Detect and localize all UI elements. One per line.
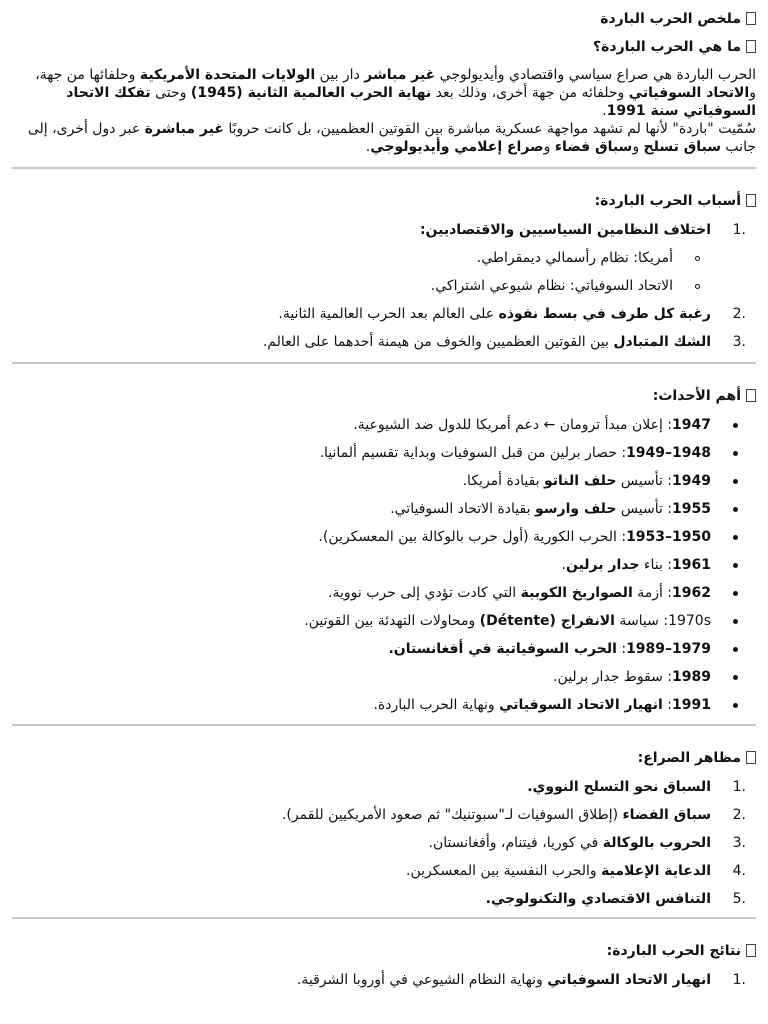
text: و: [632, 139, 644, 155]
event-text: [463, 473, 711, 489]
text: : أزمة: [632, 585, 673, 601]
list-item-text: [278, 306, 711, 322]
bullet-icon: [733, 535, 738, 540]
causes-sub-item-1: [12, 244, 756, 272]
missing-glyph-icon: [746, 751, 756, 764]
summary-title: [600, 10, 756, 28]
aspects-heading: [638, 749, 756, 767]
text: وحلفائه من جهة أخرى، وذلك بعد: [431, 85, 629, 101]
event-text: [353, 417, 711, 433]
circle-bullet-icon: [695, 284, 700, 289]
text: :: [662, 697, 673, 713]
event-item: [12, 411, 756, 439]
bullet-icon: [733, 591, 738, 596]
question-heading: [593, 38, 756, 56]
text: دار بين: [315, 67, 365, 83]
bold-text: اختلاف النظامين السياسيين والاقتصاديين:: [419, 222, 711, 238]
text: : سياسة: [614, 613, 669, 629]
circle-bullet-icon: [695, 256, 700, 261]
bold-text: 1989: [672, 669, 711, 685]
text: :: [616, 641, 627, 657]
causes-sub-item-2: [12, 272, 756, 300]
result-item: [12, 966, 756, 994]
bold-text: حلف وارسو: [534, 501, 617, 517]
aspects-list: [12, 773, 756, 913]
aspect-item: [12, 773, 756, 801]
list-number: 2.: [732, 306, 746, 322]
event-item: [12, 691, 756, 719]
intro: [12, 66, 756, 156]
aspect-item: [12, 857, 756, 885]
aspect-item: [12, 801, 756, 829]
text: ونهاية الحرب الباردة.: [373, 697, 500, 713]
text: ونهاية النظام الشيوعي في أوروبا الشرقية.: [296, 972, 548, 988]
divider: [12, 917, 756, 919]
event-text: [388, 641, 711, 657]
causes-item-3: [12, 328, 756, 356]
text: والحرب النفسية بين المعسكرين.: [406, 863, 602, 879]
results-list: [12, 966, 756, 994]
text: .: [602, 103, 607, 119]
list-item-text: [282, 807, 711, 823]
list-number: 1.: [732, 779, 746, 795]
missing-glyph-icon: [746, 12, 756, 25]
causes-sub-item-text: الاتحاد السوفياتي: نظام شيوعي اشتراكي.: [430, 278, 673, 294]
bold-text: الحرب السوفياتية في أفغانستان.: [388, 641, 617, 657]
missing-glyph-icon: [746, 944, 756, 957]
bold-text: نهاية الحرب العالمية الثانية (1945): [190, 85, 432, 101]
text: .: [365, 139, 371, 155]
bullet-icon: [733, 423, 738, 428]
text: : تأسيس: [616, 473, 673, 489]
list-number: 3.: [732, 835, 746, 851]
event-item: [12, 523, 756, 551]
list-number: 1.: [732, 222, 746, 238]
text: التي كادت تؤدي إلى حرب نووية.: [328, 585, 521, 601]
bullet-icon: [733, 619, 738, 624]
list-item-text: [406, 863, 711, 879]
event-text: [318, 529, 711, 545]
list-number: 4.: [732, 863, 746, 879]
bold-text: انهيار الاتحاد السوفياتي: [547, 972, 711, 988]
bold-text: رغبة كل طرف في بسط نفوذه: [498, 306, 711, 322]
bullet-icon: [733, 675, 738, 680]
bold-text: التنافس الاقتصادي والتكنولوجي.: [485, 891, 711, 907]
bullet-icon: [733, 479, 738, 484]
events-list: [12, 411, 756, 719]
list-item-text: [297, 972, 711, 988]
bold-text: الصواريخ الكوبية: [520, 585, 633, 601]
summary-title-text: ملخص الحرب الباردة: [600, 11, 741, 27]
bold-text: السباق نحو التسلح النووي.: [527, 779, 711, 795]
causes-heading-text: أسباب الحرب الباردة:: [594, 193, 741, 209]
list-item-text: [420, 222, 711, 238]
bold-text: سباق فضاء: [554, 139, 633, 155]
text: 1970s: [668, 613, 711, 629]
bold-text: الولايات المتحدة الأمريكية: [139, 67, 316, 83]
results-heading: [607, 942, 756, 960]
causes-list: [12, 216, 756, 356]
events-heading: [653, 387, 756, 405]
bold-text: غير مباشرة: [144, 121, 224, 137]
bold-text: 1961: [672, 557, 711, 573]
divider: [12, 724, 756, 726]
bold-text: سباق تسلح: [643, 139, 721, 155]
text: بين القوتين العظميين والخوف من هيمنة أحدهما على العالم.: [262, 334, 614, 350]
event-item: [12, 663, 756, 691]
missing-glyph-icon: [746, 194, 756, 207]
text: : إعلان مبدأ ترومان ← دعم أمريكا للدول ضد الشيوعية.: [353, 417, 673, 433]
bold-text: الحروب بالوكالة: [602, 835, 711, 851]
causes-item-1: [12, 216, 756, 244]
missing-glyph-icon: [746, 40, 756, 53]
text: : الحرب الكورية (أول حرب بالوكالة بين المعسكرين).: [318, 529, 627, 545]
results-heading-text: نتائج الحرب الباردة:: [606, 943, 741, 959]
text: : تأسيس: [616, 501, 673, 517]
text: : بناء: [639, 557, 673, 573]
text: : حصار برلين من قبل السوفيات وبداية تقسيم ألمانيا.: [319, 445, 627, 461]
list-number: 3.: [732, 334, 746, 350]
text: و: [543, 139, 555, 155]
bold-text: الدعاية الإعلامية: [601, 863, 711, 879]
event-text: [320, 445, 711, 461]
question-heading-text: ما هي الحرب الباردة؟: [593, 39, 741, 55]
bullet-icon: [733, 647, 738, 652]
bold-text: 1950–1953: [626, 529, 711, 545]
list-item-text: [429, 835, 712, 851]
list-number: 5.: [732, 891, 746, 907]
bold-text: 1962: [672, 585, 711, 601]
event-item: [12, 467, 756, 495]
missing-glyph-icon: [746, 389, 756, 402]
event-text: [562, 557, 711, 573]
bold-text: 1947: [672, 417, 711, 433]
text: .: [561, 557, 566, 573]
text: وحتى: [150, 85, 191, 101]
text: بقيادة أمريكا.: [462, 473, 545, 489]
event-item: [12, 635, 756, 663]
bullet-icon: [733, 563, 738, 568]
list-item-text: [263, 334, 711, 350]
text: وحلفائها من جهة، و: [35, 67, 756, 101]
aspect-item: [12, 885, 756, 913]
bold-text: جدار برلين: [565, 557, 640, 573]
event-text: [373, 697, 711, 713]
causes-item-2: [12, 300, 756, 328]
intro-paragraph-2: [12, 120, 756, 156]
event-item: [12, 551, 756, 579]
text: عبر دول أخرى، إلى جانب: [27, 121, 756, 155]
text: في كوريا، فيتنام، وأفغانستان.: [428, 835, 603, 851]
event-text: [390, 501, 711, 517]
text: (إطلاق السوفيات لـ"سبوتنيك" ثم صعود الأمريكيين للقمر).: [281, 807, 623, 823]
bold-text: سباق الفضاء: [622, 807, 711, 823]
bold-text: 1948–1949: [626, 445, 711, 461]
text: سُمّيت "باردة" لأنها لم تشهد مواجهة عسكرية مباشرة بين القوتين العظميين، بل كانت حروبًا: [223, 121, 756, 137]
bold-text: حلف الناتو: [544, 473, 617, 489]
text: : سقوط جدار برلين.: [553, 669, 673, 685]
bold-text: تفكك الاتحاد السوفياتي سنة 1991: [66, 85, 756, 119]
list-item-text: [486, 891, 711, 907]
bold-text: صراع إعلامي وأيديولوجي: [370, 139, 544, 155]
bold-text: انهيار الاتحاد السوفياتي: [499, 697, 663, 713]
event-item: [12, 579, 756, 607]
divider: [12, 362, 756, 364]
list-number: 1.: [732, 972, 746, 988]
aspects-heading-text: مظاهر الصراع:: [637, 750, 741, 766]
bullet-icon: [733, 703, 738, 708]
event-text: [328, 585, 711, 601]
bold-text: الشك المتبادل: [613, 334, 711, 350]
event-text: [553, 669, 711, 685]
bold-text: 1955: [672, 501, 711, 517]
text: على العالم بعد الحرب العالمية الثانية.: [278, 306, 499, 322]
event-item: [12, 495, 756, 523]
divider: [12, 167, 756, 169]
bold-text: غير مباشر: [364, 67, 436, 83]
bold-text: 1979–1989: [626, 641, 711, 657]
bullet-icon: [733, 451, 738, 456]
bullet-icon: [733, 507, 738, 512]
list-number: 2.: [732, 807, 746, 823]
aspect-item: [12, 829, 756, 857]
list-item-text: [527, 779, 711, 795]
causes-sub-item-text: أمريكا: نظام رأسمالي ديمقراطي.: [476, 250, 673, 266]
events-heading-text: أهم الأحداث:: [652, 388, 741, 404]
text: بقيادة الاتحاد السوفياتي.: [390, 501, 535, 517]
bold-text: 1991: [672, 697, 711, 713]
intro-paragraph-1: [12, 66, 756, 120]
bold-text: الانفراج (Détente): [479, 613, 615, 629]
text: ومحاولات التهدئة بين القوتين.: [304, 613, 480, 629]
event-item: [12, 607, 756, 635]
causes-heading: [595, 192, 756, 210]
text: الحرب الباردة هي صراع سياسي واقتصادي وأيديولوجي: [435, 67, 756, 83]
event-text: [304, 613, 711, 629]
bold-text: 1949: [672, 473, 711, 489]
bold-text: الاتحاد السوفياتي: [628, 85, 750, 101]
event-item: [12, 439, 756, 467]
